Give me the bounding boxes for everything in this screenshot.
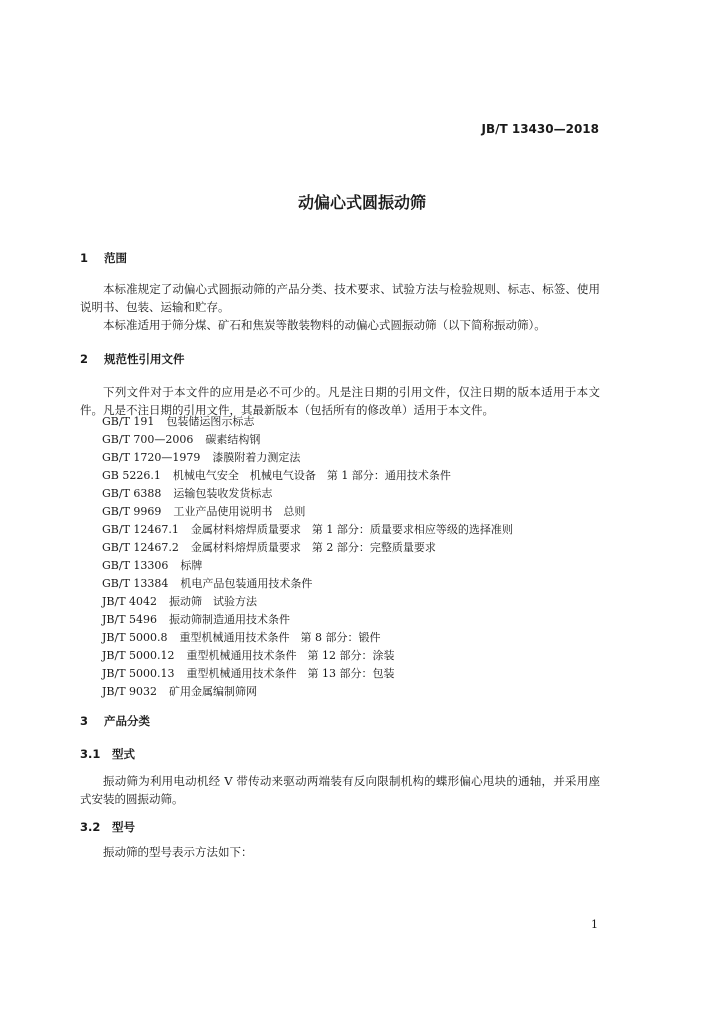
reference-item: GB/T 9969 工业产品使用说明书 总则 bbox=[102, 505, 306, 518]
section-title: 型号 bbox=[112, 820, 136, 834]
section-title: 产品分类 bbox=[104, 714, 151, 728]
reference-item: GB/T 191 包装储运图示标志 bbox=[102, 415, 255, 428]
reference-item: GB/T 1720—1979 漆膜附着力测定法 bbox=[102, 451, 301, 464]
reference-item: JB/T 5496 振动筛制造通用技术条件 bbox=[102, 613, 291, 626]
section-1-heading bbox=[80, 250, 127, 266]
reference-list bbox=[102, 413, 513, 701]
section-2-paragraph-1: 下列文件对于本文件的应用是必不可少的。凡是注日期的引用文件，仅注日期的版本适用于本文件。凡是不注日期的引用文件，其最新版本（包括所有的修改单）适用于本文件。 bbox=[80, 385, 600, 417]
reference-item: JB/T 5000.13 重型机械通用技术条件 第 13 部分：包装 bbox=[102, 667, 395, 680]
section-number: 3.2 bbox=[80, 820, 101, 834]
reference-item: GB/T 700—2006 碳素结构钢 bbox=[102, 433, 261, 446]
section-3-1-heading bbox=[80, 746, 135, 762]
section-3-2-paragraph-1: 振动筛的型号表示方法如下： bbox=[103, 845, 253, 859]
reference-item: GB/T 13384 机电产品包装通用技术条件 bbox=[102, 577, 313, 590]
document-title: 动偏心式圆振动筛 bbox=[297, 193, 426, 212]
section-number: 1 bbox=[80, 251, 89, 265]
page-number: 1 bbox=[591, 918, 598, 931]
section-title: 规范性引用文件 bbox=[104, 352, 185, 366]
reference-item: GB/T 12467.1 金属材料熔焊质量要求 第 1 部分：质量要求相应等级的选择准则 bbox=[102, 523, 513, 536]
section-title: 型式 bbox=[112, 747, 136, 761]
section-number: 3 bbox=[80, 714, 89, 728]
reference-item: GB/T 6388 运输包装收发货标志 bbox=[102, 487, 273, 500]
reference-item: JB/T 5000.12 重型机械通用技术条件 第 12 部分：涂装 bbox=[102, 649, 395, 662]
section-number: 2 bbox=[80, 352, 89, 366]
reference-item: JB/T 4042 振动筛 试验方法 bbox=[102, 595, 258, 608]
standard-code: JB/T 13430—2018 bbox=[481, 122, 599, 136]
section-3-heading bbox=[80, 713, 150, 729]
reference-item: GB/T 13306 标牌 bbox=[102, 559, 203, 572]
reference-item: GB/T 12467.2 金属材料熔焊质量要求 第 2 部分：完整质量要求 bbox=[102, 541, 436, 554]
section-title: 范围 bbox=[104, 251, 128, 265]
reference-item: GB 5226.1 机械电气安全 机械电气设备 第 1 部分：通用技术条件 bbox=[102, 469, 451, 482]
reference-item: JB/T 9032 矿用金属编制筛网 bbox=[102, 685, 258, 698]
section-1-paragraph-2: 本标准适用于筛分煤、矿石和焦炭等散装物料的动偏心式圆振动筛（以下简称振动筛）。 bbox=[103, 318, 546, 332]
reference-item: JB/T 5000.8 重型机械通用技术条件 第 8 部分：锻件 bbox=[102, 631, 381, 644]
section-3-2-heading bbox=[80, 819, 135, 835]
section-number: 3.1 bbox=[80, 747, 101, 761]
section-3-1-paragraph-1: 振动筛为利用电动机经 V 带传动来驱动两端装有反向限制机构的蝶形偏心甩块的通轴，并采用座式安装的圆振动筛。 bbox=[80, 774, 600, 806]
section-2-heading bbox=[80, 351, 185, 367]
section-1-paragraph-1: 本标准规定了动偏心式圆振动筛的产品分类、技术要求、试验方法与检验规则、标志、标签、使用说明书、包装、运输和贮存。 bbox=[80, 282, 600, 314]
